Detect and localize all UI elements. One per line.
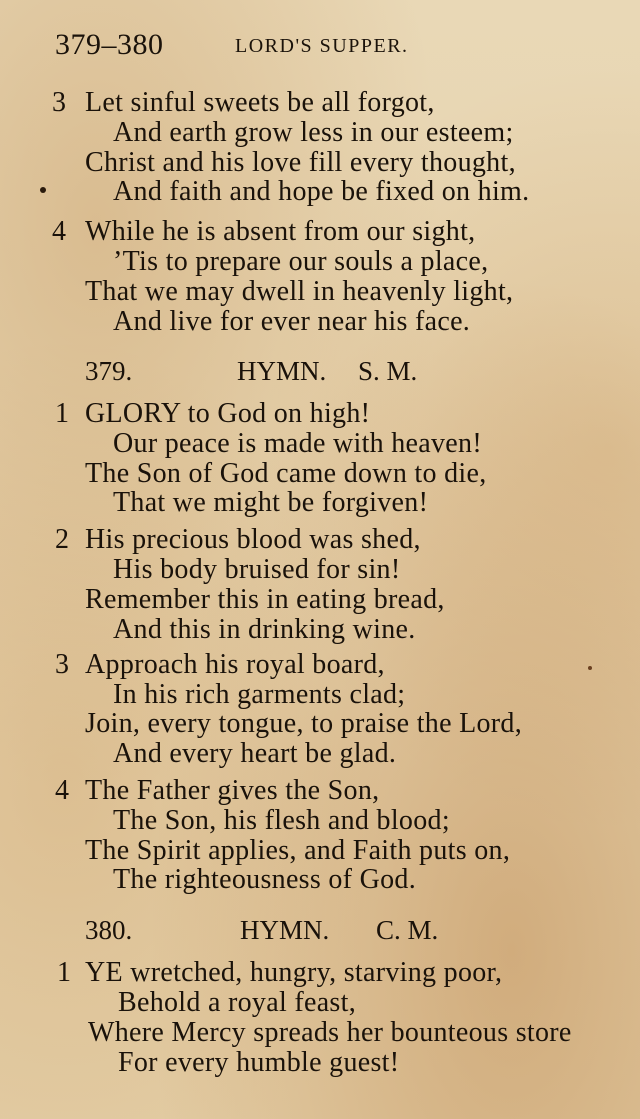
verse-line: The righteousness of God. [113, 864, 417, 895]
verse-line: While he is absent from our sight, [85, 216, 476, 247]
hymn-meter: S. M. [358, 356, 418, 386]
running-title: LORD'S SUPPER. [235, 35, 409, 57]
hymn-label: HYMN. [240, 915, 330, 945]
verse-line: The Father gives the Son, [85, 775, 380, 806]
hymn-number: 379. [85, 356, 133, 386]
verse-number: 1 [57, 957, 71, 988]
verse-line: Approach his royal board, [85, 649, 385, 680]
verse-line: The Son of God came down to die, [85, 458, 487, 489]
verse-line: The Spirit applies, and Faith puts on, [85, 835, 511, 866]
verse-line: That we might be forgiven! [113, 487, 429, 518]
verse-number: 2 [55, 524, 69, 555]
verse-line: In his rich garments clad; [113, 679, 406, 710]
verse-number: 4 [55, 775, 69, 806]
verse-line: Our peace is made with heaven! [113, 428, 482, 459]
verse-line: Let sinful sweets be all forgot, [85, 87, 435, 118]
verse-line: And every heart be glad. [113, 738, 397, 769]
verse-line: And faith and hope be fixed on him. [113, 176, 530, 207]
verse-line: Remember this in eating bread, [85, 584, 445, 615]
ink-speck [40, 187, 46, 193]
verse-line: And earth grow less in our esteem; [113, 117, 514, 148]
verse-line: His body bruised for sin! [113, 554, 401, 585]
verse-line: Behold a royal feast, [118, 987, 356, 1018]
verse-line: ’Tis to prepare our souls a place, [113, 246, 489, 277]
verse-line: Join, every tongue, to praise the Lord, [85, 708, 523, 739]
verse-number: 3 [52, 87, 66, 118]
verse-number: 3 [55, 649, 69, 680]
verse-number: 1 [55, 398, 69, 429]
verse-line: Where Mercy spreads her bounteous store [88, 1017, 572, 1048]
hymn-label: HYMN. [237, 356, 327, 386]
verse-line: YE wretched, hungry, starving poor, [85, 957, 503, 988]
page-numbers: 379–380 [55, 28, 164, 61]
verse-line: And this in drinking wine. [113, 614, 416, 645]
hymn-meter: C. M. [376, 915, 439, 945]
ink-speck [588, 666, 592, 670]
verse-line: Christ and his love fill every thought, [85, 147, 516, 178]
verse-line: His precious blood was shed, [85, 524, 421, 555]
verse-line: For every humble guest! [118, 1047, 400, 1078]
page-header [55, 28, 615, 68]
verse-number: 4 [52, 216, 66, 247]
verse-line: And live for ever near his face. [113, 306, 471, 337]
verse-line: The Son, his flesh and blood; [113, 805, 450, 836]
verse-line: GLORY to God on high! [85, 398, 371, 429]
hymn-number: 380. [85, 915, 133, 945]
verse-line: That we may dwell in heavenly light, [85, 276, 514, 307]
